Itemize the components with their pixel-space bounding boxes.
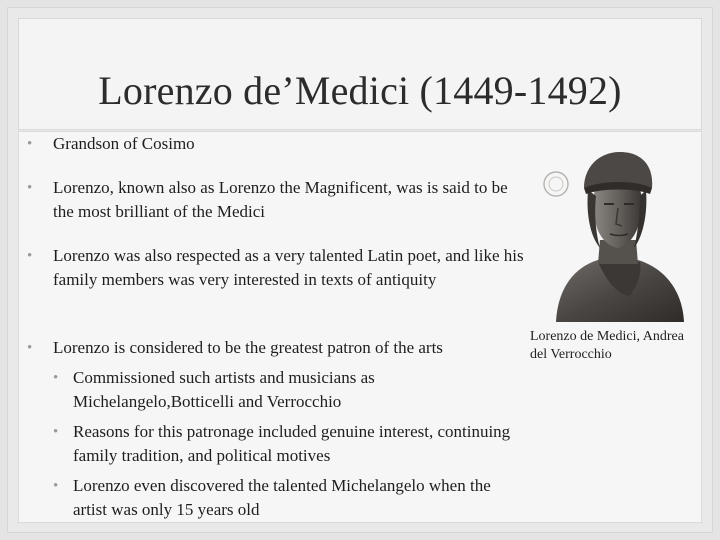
bullet-text: Lorenzo was also respected as a very talented Latin poet, and like his family members was very interested in texts of antiquity xyxy=(53,246,524,289)
medallion-icon xyxy=(544,172,568,196)
sub-bullet-item xyxy=(53,474,523,522)
image-caption: Lorenzo de Medici, Andrea del Verrocchio xyxy=(530,329,684,362)
bullet-dot-icon: • xyxy=(27,248,33,264)
slide-title: Lorenzo de’Medici (1449-1492) xyxy=(98,68,622,113)
bullet-dot-icon: • xyxy=(27,136,33,152)
sub-bullet-text: Commissioned such artists and musicians as Michelangelo,Botticelli and Verrocchio xyxy=(73,368,375,411)
bullet-dot-icon: • xyxy=(27,340,33,356)
bullet-text: Grandson of Cosimo xyxy=(53,134,195,153)
sub-bullet-dot-icon: • xyxy=(53,370,59,386)
sub-bullet-item xyxy=(53,420,523,468)
bullet-item xyxy=(27,244,527,292)
bullet-dot-icon: • xyxy=(27,180,33,196)
sub-bullet-text: Lorenzo even discovered the talented Michelangelo when the artist was only 15 years old xyxy=(73,476,491,519)
title-area xyxy=(18,18,702,130)
bullet-item xyxy=(27,176,527,224)
sub-bullet-dot-icon: • xyxy=(53,478,59,494)
bullet-item xyxy=(27,132,527,156)
sub-bullet-text: Reasons for this patronage included genuine interest, continuing family tradition, and political motives xyxy=(73,422,511,465)
content-area xyxy=(18,131,702,523)
sub-bullet-item xyxy=(53,366,523,414)
sub-bullet-dot-icon: • xyxy=(53,424,59,440)
lorenzo-bust-image xyxy=(538,144,688,324)
bullet-text: Lorenzo, known also as Lorenzo the Magnificent, was is said to be the most brilliant of the Medici xyxy=(53,178,508,221)
bullet-item xyxy=(27,336,527,360)
bullet-text: Lorenzo is considered to be the greatest patron of the arts xyxy=(53,338,443,357)
